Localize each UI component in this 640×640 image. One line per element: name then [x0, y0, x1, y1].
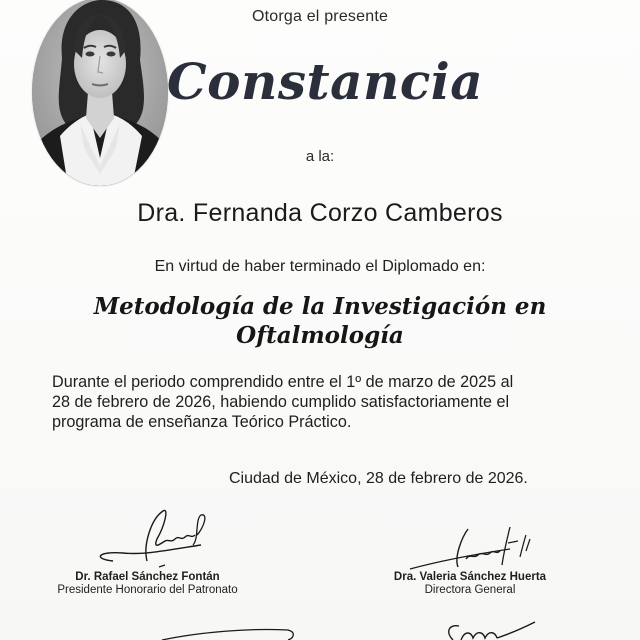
program-name — [40, 292, 600, 350]
signatory-role: Presidente Honorario del Patronato — [57, 584, 238, 596]
program-name-line-2: Oftalmología — [236, 322, 404, 349]
period-line-1: Durante el periodo comprendido entre el 1º de marzo de 2025 al — [52, 373, 514, 391]
portrait-photo-icon — [32, 0, 168, 186]
signatory-president — [40, 505, 255, 596]
portrait-photo — [32, 0, 168, 186]
signature-icon — [73, 505, 223, 571]
signature-icon — [435, 620, 545, 640]
period-description — [52, 372, 592, 432]
signatory-name: Dr. Rafael Sánchez Fontán — [75, 571, 220, 583]
award-reason: En virtud de haber terminado el Diplomado en: — [154, 258, 486, 275]
signature-icon — [160, 626, 300, 640]
program-name-line-1: Metodología de la Investigación en — [93, 293, 547, 320]
signature-icon — [400, 525, 540, 571]
period-line-2: 28 de febrero de 2026, habiendo cumplido satisfactoriamente el — [52, 393, 510, 411]
recipient-name: Dra. Fernanda Corzo Camberos — [137, 199, 503, 227]
certificate-intro: Otorga el presente — [251, 8, 389, 25]
place-and-date: Ciudad de México, 28 de febrero de 2026. — [229, 470, 528, 487]
signatory-name: Dra. Valeria Sánchez Huerta — [393, 571, 547, 583]
certificate-title: Constancia — [166, 52, 484, 111]
signatory-role: Directora General — [424, 584, 516, 596]
period-line-3: programa de enseñanza Teórico Práctico. — [52, 413, 352, 431]
signatory-director — [380, 525, 560, 596]
recipient-prefix: a la: — [305, 148, 335, 165]
